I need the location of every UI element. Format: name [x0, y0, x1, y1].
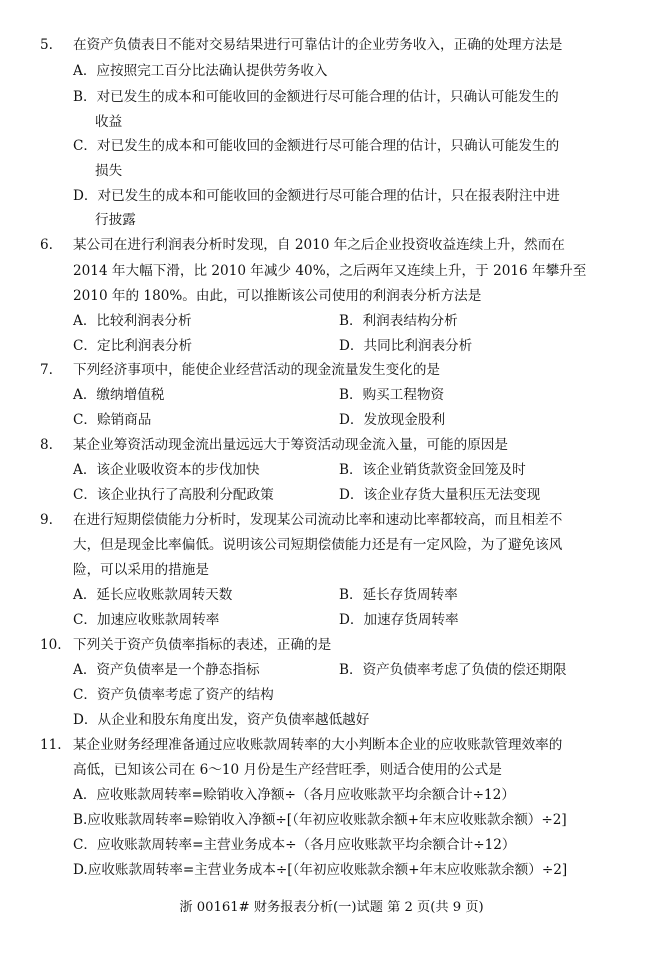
option-c-continued: 损失 — [95, 163, 123, 179]
page-footer: 浙 00161# 财务报表分析(一)试题 第 2 页(共 9 页) — [179, 900, 484, 915]
option-d: D．加速存货周转率 — [339, 612, 459, 628]
question-7 — [40, 361, 640, 379]
option-a: A．缴纳增值税 — [73, 387, 165, 403]
option-a: A．该企业吸收资本的步伐加快 — [73, 462, 260, 478]
option-d-continued: 行披露 — [95, 212, 136, 228]
question-stem: 某企业财务经理准备通过应收账款周转率的大小判断本企业的应收账款管理效率的 — [73, 737, 563, 753]
question-5 — [40, 36, 640, 54]
option-d: D．发放现金股利 — [339, 412, 446, 428]
question-stem-line: 高低，已知该公司在 6～10 月份是生产经营旺季，则适合使用的公式是 — [73, 762, 502, 778]
question-number: 6. — [40, 237, 53, 253]
option-b: B．对已发生的成本和可能收回的金额进行尽可能合理的估计，只确认可能发生的 — [73, 89, 559, 105]
question-8 — [40, 436, 640, 454]
option-b-continued: 收益 — [95, 114, 123, 130]
question-stem-line: 险，可以采用的措施是 — [73, 562, 209, 578]
option-d: D．对已发生的成本和可能收回的金额进行尽可能合理的估计，只在报表附注中进 — [73, 188, 560, 204]
option-a: A．应按照完工百分比法确认提供劳务收入 — [73, 63, 328, 79]
option-b: B．延长存货周转率 — [339, 587, 458, 603]
option-b: B．资产负债率考虑了负债的偿还期限 — [339, 662, 567, 678]
question-number: 11. — [40, 737, 62, 753]
option-d: D．该企业存货大量积压无法变现 — [339, 487, 541, 503]
option-b: B．利润表结构分析 — [339, 313, 458, 329]
question-stem: 在资产负债表日不能对交易结果进行可靠估计的企业劳务收入，正确的处理方法是 — [73, 37, 563, 53]
question-stem: 在进行短期偿债能力分析时，发现某公司流动比率和速动比率都较高，而且相差不 — [73, 512, 563, 528]
option-d: D．共同比利润表分析 — [339, 338, 473, 354]
question-stem: 下列经济事项中，能使企业经营活动的现金流量发生变化的是 — [73, 362, 441, 378]
option-a: A．应收账款周转率=赊销收入净额÷（各月应收账款平均余额合计÷12） — [73, 787, 515, 803]
option-b: B．购买工程物资 — [339, 387, 445, 403]
question-number: 7. — [40, 362, 53, 378]
option-c: C．赊销商品 — [73, 412, 152, 428]
question-stem-line: 2010 年的 180%。由此，可以推断该公司使用的利润表分析方法是 — [73, 288, 482, 304]
option-b: B．该企业销货款资金回笼及时 — [339, 462, 526, 478]
option-a: A．比较利润表分析 — [73, 313, 192, 329]
option-d: D．从企业和股东角度出发，资产负债率越低越好 — [73, 712, 370, 728]
question-number: 10. — [40, 637, 62, 653]
option-c: C．对已发生的成本和可能收回的金额进行尽可能合理的估计，只确认可能发生的 — [73, 138, 560, 154]
option-c: C．资产负债率考虑了资产的结构 — [73, 687, 274, 703]
question-stem: 某企业筹资活动现金流出量远远大于筹资活动现金流入量，可能的原因是 — [73, 437, 508, 453]
option-b: B.应收账款周转率=赊销收入净额÷[（年初应收账款余额+年末应收账款余额）÷2] — [73, 812, 567, 828]
question-stem-line: 2014 年大幅下滑，比 2010 年减少 40%，之后两年又连续上升，于 2016 年攀升至 — [73, 263, 587, 279]
option-a: A．资产负债率是一个静态指标 — [73, 662, 260, 678]
option-a: A．延长应收账款周转天数 — [73, 587, 233, 603]
question-10 — [40, 636, 640, 654]
option-d: D.应收账款周转率=主营业务成本÷[（年初应收账款余额+年末应收账款余额）÷2] — [73, 862, 568, 878]
question-11 — [40, 736, 640, 754]
question-number: 9. — [40, 512, 53, 528]
question-number: 5. — [40, 37, 53, 53]
question-stem-line: 大，但是现金比率偏低。说明该公司短期偿债能力还是有一定风险，为了避免该风 — [73, 537, 563, 553]
option-c: C．加速应收账款周转率 — [73, 612, 220, 628]
question-stem: 某公司在进行利润表分析时发现，自 2010 年之后企业投资收益连续上升，然而在 — [73, 237, 565, 253]
question-stem: 下列关于资产负债率指标的表述，正确的是 — [73, 637, 332, 653]
option-c: C．该企业执行了高股利分配政策 — [73, 487, 274, 503]
question-number: 8. — [40, 437, 53, 453]
option-c: C．应收账款周转率=主营业务成本÷（各月应收账款平均余额合计÷12） — [73, 837, 516, 853]
question-6 — [40, 236, 640, 254]
option-c: C．定比利润表分析 — [73, 338, 193, 354]
question-9 — [40, 511, 640, 529]
